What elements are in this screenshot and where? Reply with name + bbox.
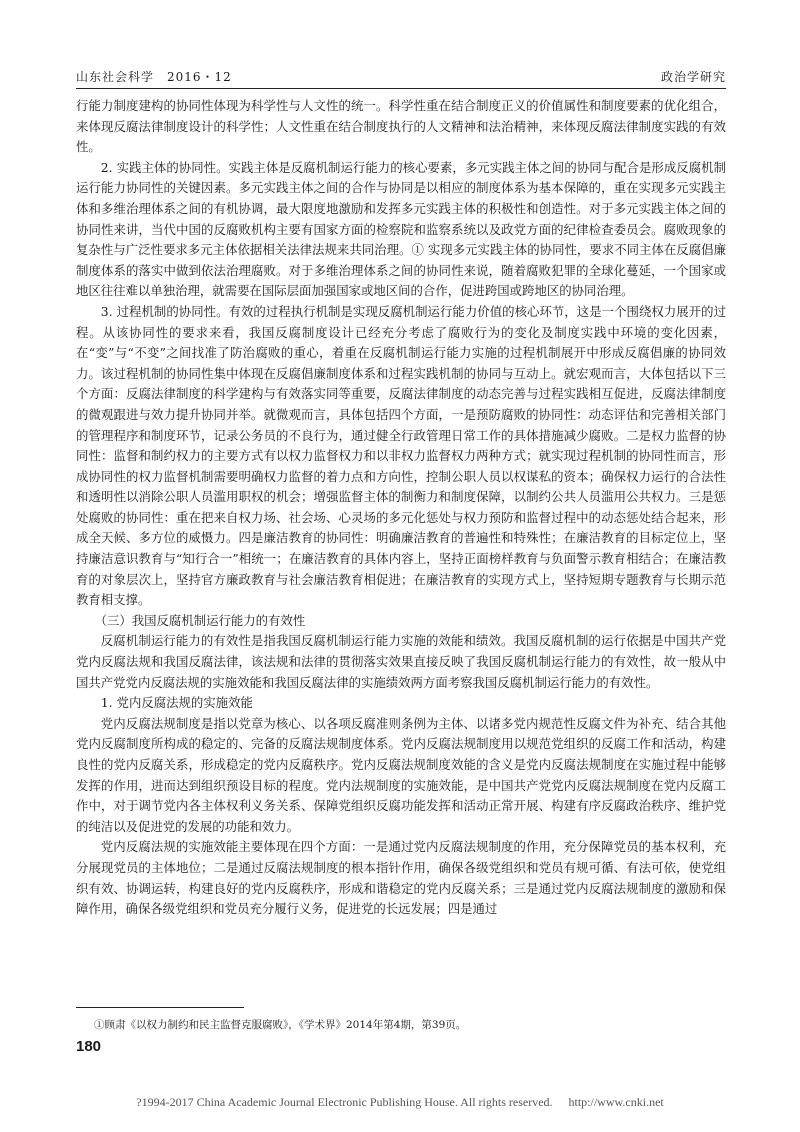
paragraph: 行能力制度建构的协同性体现为科学性与人文性的统一。科学性重在结合制度正义的价值属性和制度要素的优化组合，来体现反腐法律制度设计的科学性；人文性重在结合制度执行的人文精神和法治精神，来体现反腐法律制度实践的有效性。 <box>76 98 726 155</box>
copyright-text: ?1994-2017 China Academic Journal Electronic Publishing House. All rights reserved. <box>136 1095 553 1109</box>
subsection-heading: 1. 党内反腐法规的实施效能 <box>100 695 253 711</box>
footer-url: http://www.cnki.net <box>568 1095 664 1109</box>
paragraph: 党内反腐法规制度是指以党章为核心、以各项反腐准则条例为主体、以诸多党内规范性反腐文件为补充、结合其他党内反腐制度所构成的稳定的、完备的反腐法规制度体系。党内反腐法规制度用以规范党组织的反腐工作和活动，构建良性的党内反腐关系，形成稳定的党内反腐秩序。党内反腐法规制度效能的含义是党内反腐法规制度在实施过程中能够发挥的作用，进而达到组织预设目标的程度。党内法规制度的实施效能，是中国共产党党内反腐法规制度在党内反腐工作中，对于调节党内各主体权利义务关系、保障党组织反腐功能发挥和活动正常开展、构建有序反腐政治秩序、维护党的纯洁以及促进党的发展的功能和效力。 <box>76 715 726 834</box>
page-number: 180 <box>76 1038 102 1055</box>
journal-name: 山东社会科学 2016・12 <box>76 70 232 84</box>
paragraph: 反腐机制运行能力的有效性是指我国反腐机制运行能力实施的效能和绩效。我国反腐机制的运行依据是中国共产党党内反腐法规和我国反腐法律，该法规和法律的贯彻落实效果直接反映了我国反腐机制运行能力的有效性，故一般从中国共产党党内反腐法规的实施效能和我国反腐法律的实施绩效两方面考察我国反腐机制运行能力的有效性。 <box>76 633 726 690</box>
section-title: 政治学研究 <box>660 70 726 84</box>
paragraph: 2. 实践主体的协同性。实践主体是反腐机制运行能力的核心要素，多元实践主体之间的协同与配合是形成反腐机制运行能力协同性的关键因素。多元实践主体之间的合作与协同是以相应的制度体系为基本保障的，重在实现多元实践主体和多维治理体系之间的有机协调，最大限度地激励和发挥多元实践主体的积极性和创造性。对于多元实践主体之间的协同性来讲，当代中国的反腐败机构主要有国家方面的检察院和监察系统以及政党方面的纪律检查委员会。腐败现象的复杂性与广泛性要求多元主体依据相关法律法规来共同治理。① 实现多元实践主体的协同性，要求不同主体在反腐倡廉制度体系的落实中做到依法治理腐败。对于多维治理体系之间的协同性来说，随着腐败犯罪的全球化蔓延，一个国家或地区往往难以单独治理，就需要在国际层面加强国家或地区间的合作，促进跨国或跨地区的协同治理。 <box>76 159 726 299</box>
paragraph: 党内反腐法规的实施效能主要体现在四个方面：一是通过党内反腐法规制度的作用，充分保障党员的基本权利，充分展现党员的主体地位；二是通过反腐法规制度的根本指针作用，确保各级党组织和党员有规可循、有法可依，使党组织有效、协调运转，构建良好的党内反腐秩序，形成和谐稳定的党内反腐关系；三是通过党内反腐法规制度的激励和保障作用，确保各级党组织和党员充分履行义务，促进党的长远发展；四是通过 <box>76 839 726 917</box>
copyright-footer <box>0 1095 800 1110</box>
footnote-divider <box>76 1007 244 1008</box>
running-header <box>76 64 726 86</box>
section-heading: （三）我国反腐机制运行能力的有效性 <box>94 612 306 628</box>
article-body <box>76 96 726 920</box>
paragraph: 3. 过程机制的协同性。有效的过程执行机制是实现反腐机制运行能力价值的核心环节，这是一个围绕权力展开的过程。从该协同性的要求来看，我国反腐制度设计已经充分考虑了腐败行为的变化及制度实践中环境的变化因素，在“变”与“不变”之间找准了防治腐败的重心，着重在反腐机制运行能力实施的过程机制展开中形成反腐倡廉的协同效力。该过程机制的协同性集中体现在反腐倡廉制度体系和过程实践机制的协同与互动上。就宏观而言，大体包括以下三个方面：反腐法律制度的科学建构与有效落实同等重要，反腐法律制度的动态完善与过程实践相互促进，反腐法律制度的微观跟进与效力提升协同并举。就微观而言，具体包括四个方面，一是预防腐败的协同性：动态评估和完善相关部门的管理程序和制度环节，记录公务员的不良行为，通过健全行政管理日常工作的具体措施减少腐败。二是权力监督的协同性：监督和制约权力的主要方式有以权力监督权力和以非权力监督权力两种方式；就实现过程机制的协同性而言，形成协同性的权力监督机制需要明确权力监督的着力点和方向性，控制公职人员以权谋私的资本；确保权力运行的合法性和透明性以消除公职人员滥用职权的机会；增强监督主体的制衡力和制度保障，以制约公共人员滥用公共权力。三是惩处腐败的协同性：重在把来自权力场、社会场、心灵场的多元化惩处与权力预防和监督过程中的动态惩处结合起来，形成全天候、多方位的威慑力。四是廉洁教育的协同性：明确廉洁教育的普遍性和特殊性；在廉洁教育的目标定位上，坚持廉洁意识教育与“知行合一”相统一；在廉洁教育的具体内容上，坚持正面榜样教育与负面警示教育相结合；在廉洁教育的对象层次上，坚持官方廉政教育与社会廉洁教育相促进；在廉洁教育的实现方式上，坚持短期专题教育与长期示范教育相支撑。 <box>76 303 726 608</box>
footnote: ①顾肃《以权力制约和民主监督克服腐败》，《学术界》2014年第4期，第39页。 <box>94 1019 467 1031</box>
header-divider <box>76 88 726 89</box>
